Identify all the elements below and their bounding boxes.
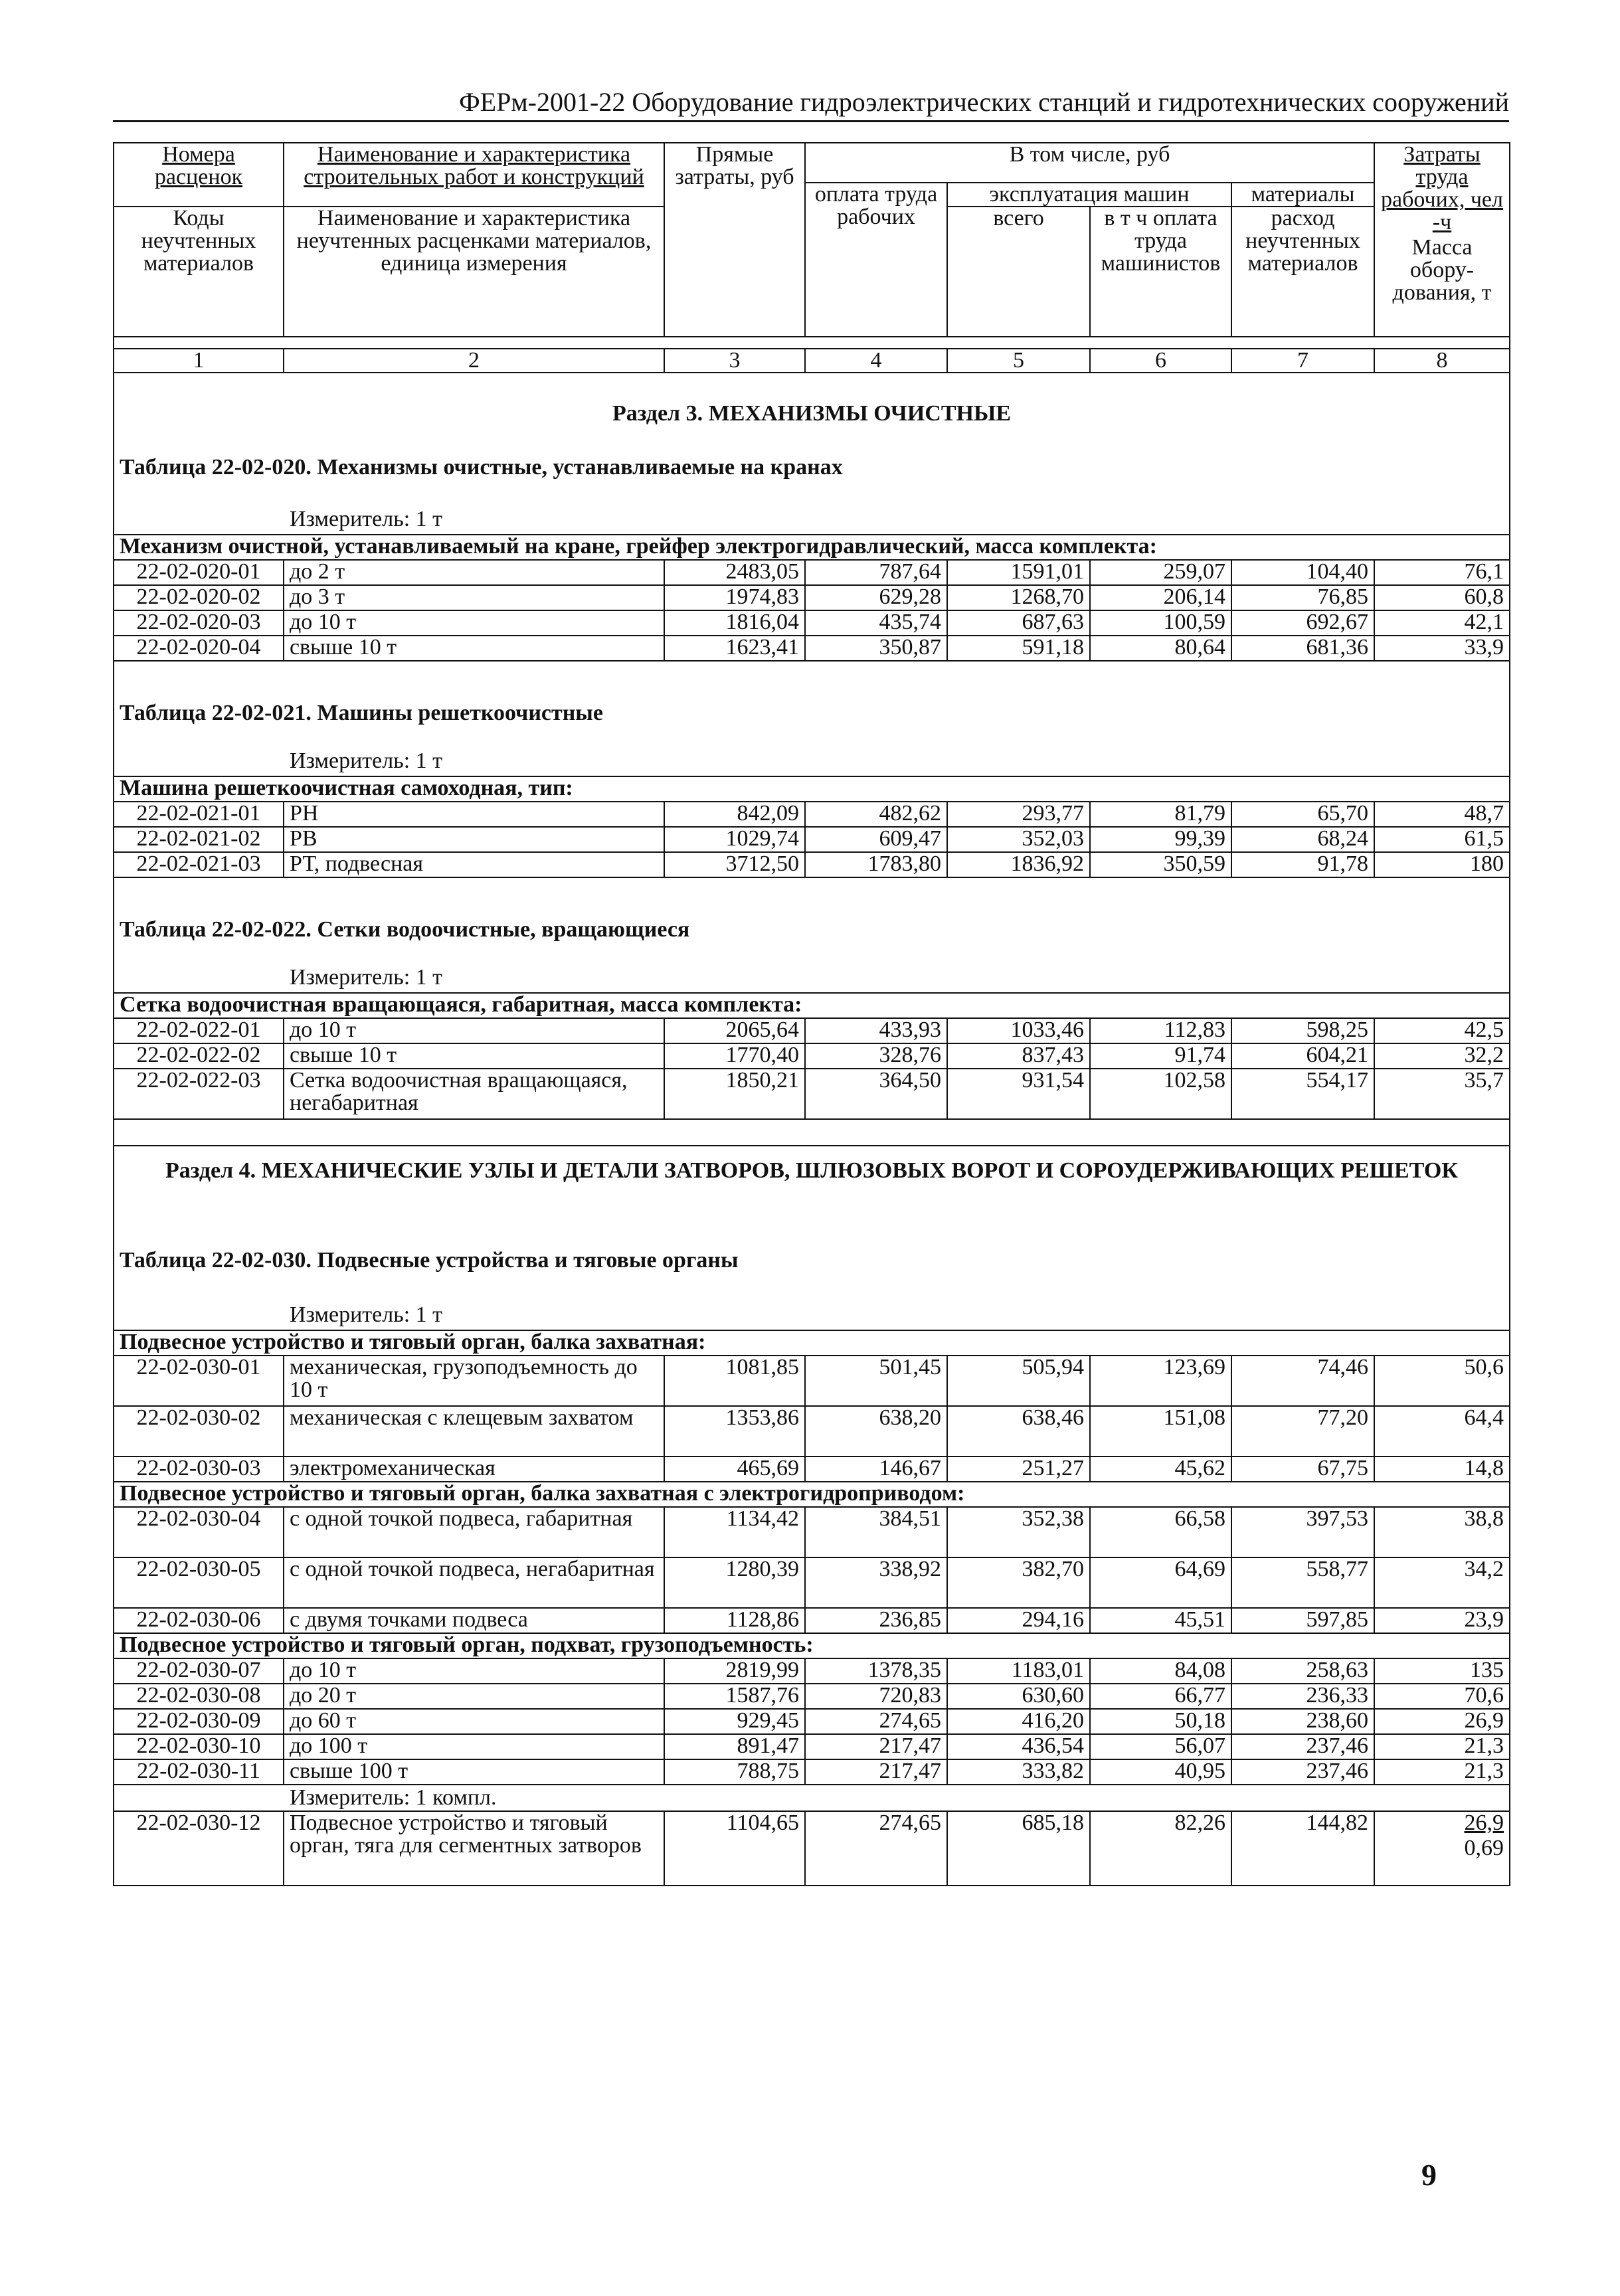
labor-hours: 48,7 bbox=[1374, 802, 1510, 827]
machinist-pay: 80,64 bbox=[1090, 636, 1231, 661]
spacer bbox=[114, 661, 1510, 702]
labor-pay: 638,20 bbox=[805, 1406, 947, 1457]
group-caption: Подвесное устройство и тяговый орган, балка захватная: bbox=[114, 1330, 1510, 1356]
materials-cost: 692,67 bbox=[1231, 610, 1374, 636]
machinist-pay: 91,74 bbox=[1090, 1043, 1231, 1069]
table-title-row bbox=[114, 1249, 1510, 1302]
labor-pay: 482,62 bbox=[805, 802, 947, 827]
column-numbers-row bbox=[114, 349, 1510, 373]
column-number: 3 bbox=[664, 349, 805, 373]
column-number: 8 bbox=[1374, 349, 1510, 373]
machinist-pay: 66,58 bbox=[1090, 1507, 1231, 1557]
machinist-pay: 82,26 bbox=[1090, 1811, 1231, 1886]
col4-header: оплата труда рабочих bbox=[805, 183, 947, 337]
machine-total: 837,43 bbox=[947, 1043, 1090, 1069]
column-number: 4 bbox=[805, 349, 947, 373]
labor-hours: 21,3 bbox=[1374, 1734, 1510, 1759]
rate-code: 22-02-021-02 bbox=[114, 827, 284, 852]
group-row bbox=[114, 1330, 1510, 1356]
work-name: до 10 т bbox=[284, 1658, 664, 1684]
machinist-pay: 151,08 bbox=[1090, 1406, 1231, 1457]
table-row bbox=[114, 1811, 1510, 1886]
machinist-pay: 50,18 bbox=[1090, 1709, 1231, 1734]
machinist-pay: 81,79 bbox=[1090, 802, 1231, 827]
materials-cost: 144,82 bbox=[1231, 1811, 1374, 1886]
exploitation-header: эксплуатация машин bbox=[947, 183, 1231, 207]
machinist-pay: 350,59 bbox=[1090, 852, 1231, 877]
machine-total: 1268,70 bbox=[947, 585, 1090, 610]
work-name: РТ, подвесная bbox=[284, 852, 664, 877]
materials-cost: 238,60 bbox=[1231, 1709, 1374, 1734]
direct-cost: 1134,42 bbox=[664, 1507, 805, 1557]
work-name: с одной точкой подвеса, габаритная bbox=[284, 1507, 664, 1557]
machinist-pay: 45,51 bbox=[1090, 1608, 1231, 1633]
direct-cost: 1029,74 bbox=[664, 827, 805, 852]
page-number: 9 bbox=[1421, 2158, 1437, 2192]
labor-hours: 26,9 bbox=[1464, 1811, 1504, 1835]
materials-cost: 258,63 bbox=[1231, 1658, 1374, 1684]
labor-pay: 629,28 bbox=[805, 585, 947, 610]
machine-total: 591,18 bbox=[947, 636, 1090, 661]
col1-header-bottom: Коды неучтенных материалов bbox=[114, 207, 284, 337]
work-name: свыше 10 т bbox=[284, 1043, 664, 1069]
materials-cost: 237,46 bbox=[1231, 1734, 1374, 1759]
machine-total: 416,20 bbox=[947, 1709, 1090, 1734]
table-row bbox=[114, 636, 1510, 661]
labor-hours: 180 bbox=[1374, 852, 1510, 877]
group-caption: Подвесное устройство и тяговый орган, балка захватная с электрогидроприводом: bbox=[114, 1482, 1510, 1507]
col8-header: Затраты труда рабочих, чел -ч Масса обору-дования, т bbox=[1374, 143, 1510, 337]
machinist-pay: 56,07 bbox=[1090, 1734, 1231, 1759]
labor-hours: 21,3 bbox=[1374, 1759, 1510, 1785]
group-row bbox=[114, 1482, 1510, 1507]
rate-code: 22-02-020-01 bbox=[114, 560, 284, 585]
labor-hours: 64,4 bbox=[1374, 1406, 1510, 1457]
direct-cost: 1081,85 bbox=[664, 1356, 805, 1406]
spacer bbox=[114, 1119, 1510, 1146]
direct-cost: 1850,21 bbox=[664, 1069, 805, 1119]
work-name: до 2 т bbox=[284, 560, 664, 585]
measure-row bbox=[114, 749, 1510, 776]
machinist-pay: 112,83 bbox=[1090, 1018, 1231, 1043]
col5-header: всего bbox=[947, 207, 1090, 337]
work-name: Подвесное устройство и тяговый орган, тяга для сегментных затворов bbox=[284, 1811, 664, 1886]
group-caption: Сетка водоочистная вращающаяся, габаритная, масса комплекта: bbox=[114, 993, 1510, 1018]
machine-total: 294,16 bbox=[947, 1608, 1090, 1633]
table-row bbox=[114, 1043, 1510, 1069]
labor-hours: 76,1 bbox=[1374, 560, 1510, 585]
section-4-heading-row bbox=[114, 1146, 1510, 1249]
table-title: Таблица 22-02-022. Сетки водоочистные, вращающиеся bbox=[114, 919, 1510, 965]
group-header: В том числе, руб bbox=[805, 143, 1374, 183]
column-number: 5 bbox=[947, 349, 1090, 373]
work-name: РВ bbox=[284, 827, 664, 852]
labor-pay: 217,47 bbox=[805, 1759, 947, 1785]
table-row bbox=[114, 1356, 1510, 1406]
materials-cost: 236,33 bbox=[1231, 1684, 1374, 1709]
direct-cost: 3712,50 bbox=[664, 852, 805, 877]
measure-unit bbox=[114, 965, 1510, 993]
work-name: механическая, грузоподъемность до 10 т bbox=[284, 1356, 664, 1406]
machine-total: 638,46 bbox=[947, 1406, 1090, 1457]
direct-cost: 1974,83 bbox=[664, 585, 805, 610]
measure-row bbox=[114, 1302, 1510, 1330]
rate-code: 22-02-021-01 bbox=[114, 802, 284, 827]
labor-hours: 32,2 bbox=[1374, 1043, 1510, 1069]
table-title: Таблица 22-02-020. Механизмы очистные, устанавливаемые на кранах bbox=[114, 456, 1510, 507]
labor-pay: 274,65 bbox=[805, 1811, 947, 1886]
machine-total: 382,70 bbox=[947, 1557, 1090, 1608]
machinist-pay: 102,58 bbox=[1090, 1069, 1231, 1119]
labor-pay: 1783,80 bbox=[805, 852, 947, 877]
rate-code: 22-02-030-12 bbox=[114, 1811, 284, 1886]
machinist-pay: 64,69 bbox=[1090, 1557, 1231, 1608]
measure-text: Измеритель: 1 т bbox=[290, 965, 443, 990]
work-name: до 3 т bbox=[284, 585, 664, 610]
measure-row bbox=[114, 507, 1510, 535]
table-row bbox=[114, 1406, 1510, 1457]
work-name: до 20 т bbox=[284, 1684, 664, 1709]
rate-code: 22-02-030-03 bbox=[114, 1457, 284, 1482]
materials-cost: 597,85 bbox=[1231, 1608, 1374, 1633]
labor-hours: 42,1 bbox=[1374, 610, 1510, 636]
measure-unit bbox=[114, 749, 1510, 776]
column-number: 7 bbox=[1231, 349, 1374, 373]
machine-total: 505,94 bbox=[947, 1356, 1090, 1406]
materials-cost: 77,20 bbox=[1231, 1406, 1374, 1457]
materials-cost: 558,77 bbox=[1231, 1557, 1374, 1608]
rate-code: 22-02-030-11 bbox=[114, 1759, 284, 1785]
work-name: до 60 т bbox=[284, 1709, 664, 1734]
machine-total: 352,03 bbox=[947, 827, 1090, 852]
rate-code: 22-02-022-02 bbox=[114, 1043, 284, 1069]
measure-row bbox=[114, 965, 1510, 993]
materials-cost: 68,24 bbox=[1231, 827, 1374, 852]
rates-table bbox=[113, 142, 1510, 1886]
work-name: РН bbox=[284, 802, 664, 827]
materials-cost: 104,40 bbox=[1231, 560, 1374, 585]
materials-cost: 237,46 bbox=[1231, 1759, 1374, 1785]
work-name: электромеханическая bbox=[284, 1457, 664, 1482]
labor-hours: 60,8 bbox=[1374, 585, 1510, 610]
labor-pay: 328,76 bbox=[805, 1043, 947, 1069]
column-number: 1 bbox=[114, 349, 284, 373]
rate-code: 22-02-030-10 bbox=[114, 1734, 284, 1759]
table-title-row bbox=[114, 919, 1510, 965]
rate-code: 22-02-030-09 bbox=[114, 1709, 284, 1734]
machine-total: 630,60 bbox=[947, 1684, 1090, 1709]
col7-header: расход неучтенных материалов bbox=[1231, 207, 1374, 337]
group-caption: Подвесное устройство и тяговый орган, подхват, грузоподъемность: bbox=[114, 1633, 1510, 1658]
work-name: свыше 100 т bbox=[284, 1759, 664, 1785]
materials-header: материалы bbox=[1231, 183, 1374, 207]
section-3-heading: Раздел 3. МЕХАНИЗМЫ ОЧИСТНЫЕ bbox=[114, 373, 1510, 456]
rate-code: 22-02-030-05 bbox=[114, 1557, 284, 1608]
table-row bbox=[114, 1759, 1510, 1785]
machine-total: 1183,01 bbox=[947, 1658, 1090, 1684]
labor-hours: 135 bbox=[1374, 1658, 1510, 1684]
rate-code: 22-02-030-01 bbox=[114, 1356, 284, 1406]
rate-code: 22-02-030-04 bbox=[114, 1507, 284, 1557]
work-name: механическая с клещевым захватом bbox=[284, 1406, 664, 1457]
column-number: 6 bbox=[1090, 349, 1231, 373]
rate-code: 22-02-030-02 bbox=[114, 1406, 284, 1457]
machinist-pay: 84,08 bbox=[1090, 1658, 1231, 1684]
labor-hours: 23,9 bbox=[1374, 1608, 1510, 1633]
rate-code: 22-02-030-07 bbox=[114, 1658, 284, 1684]
labor-pay: 787,64 bbox=[805, 560, 947, 585]
work-name: с двумя точками подвеса bbox=[284, 1608, 664, 1633]
measure-row bbox=[114, 1785, 1510, 1811]
direct-cost: 1353,86 bbox=[664, 1406, 805, 1457]
labor-hours-and-mass bbox=[1374, 1811, 1510, 1886]
labor-hours: 26,9 bbox=[1374, 1709, 1510, 1734]
table-row bbox=[114, 1608, 1510, 1633]
labor-hours: 34,2 bbox=[1374, 1557, 1510, 1608]
labor-hours: 42,5 bbox=[1374, 1018, 1510, 1043]
materials-cost: 681,36 bbox=[1231, 636, 1374, 661]
column-number: 2 bbox=[284, 349, 664, 373]
direct-cost: 1128,86 bbox=[664, 1608, 805, 1633]
group-row bbox=[114, 776, 1510, 802]
table-row bbox=[114, 1018, 1510, 1043]
measure-text: Измеритель: 1 т bbox=[290, 749, 443, 773]
machine-total: 1591,01 bbox=[947, 560, 1090, 585]
col3-header: Прямые затраты, руб bbox=[664, 143, 805, 337]
measure-text: Измеритель: 1 т bbox=[290, 1302, 443, 1327]
group-row bbox=[114, 1633, 1510, 1658]
measure-unit bbox=[114, 1302, 1510, 1330]
section-3-heading-row bbox=[114, 373, 1510, 456]
labor-hours: 61,5 bbox=[1374, 827, 1510, 852]
spacer bbox=[114, 877, 1510, 919]
section-4-heading: Раздел 4. МЕХАНИЧЕСКИЕ УЗЛЫ И ДЕТАЛИ ЗАТВОРОВ, ШЛЮЗОВЫХ ВОРОТ И СОРОУДЕРЖИВАЮЩИХ РЕШЕТОК bbox=[114, 1146, 1510, 1249]
work-name: свыше 10 т bbox=[284, 636, 664, 661]
direct-cost: 465,69 bbox=[664, 1457, 805, 1482]
labor-pay: 501,45 bbox=[805, 1356, 947, 1406]
header-rule bbox=[113, 120, 1509, 122]
machine-total: 251,27 bbox=[947, 1457, 1090, 1482]
materials-cost: 598,25 bbox=[1231, 1018, 1374, 1043]
group-row bbox=[114, 993, 1510, 1018]
materials-cost: 397,53 bbox=[1231, 1507, 1374, 1557]
machinist-pay: 259,07 bbox=[1090, 560, 1231, 585]
direct-cost: 2819,99 bbox=[664, 1658, 805, 1684]
labor-pay: 433,93 bbox=[805, 1018, 947, 1043]
measure-unit bbox=[114, 507, 1510, 535]
machine-total: 1033,46 bbox=[947, 1018, 1090, 1043]
table-title-row bbox=[114, 702, 1510, 749]
group-row bbox=[114, 535, 1510, 560]
work-name: Сетка водоочистная вращающаяся, негабаритная bbox=[284, 1069, 664, 1119]
direct-cost: 1280,39 bbox=[664, 1557, 805, 1608]
labor-pay: 435,74 bbox=[805, 610, 947, 636]
direct-cost: 788,75 bbox=[664, 1759, 805, 1785]
rate-code: 22-02-020-03 bbox=[114, 610, 284, 636]
work-name: до 100 т bbox=[284, 1734, 664, 1759]
materials-cost: 65,70 bbox=[1231, 802, 1374, 827]
work-name: с одной точкой подвеса, негабаритная bbox=[284, 1557, 664, 1608]
labor-hours: 38,8 bbox=[1374, 1507, 1510, 1557]
table-row bbox=[114, 1069, 1510, 1119]
direct-cost: 842,09 bbox=[664, 802, 805, 827]
labor-pay: 384,51 bbox=[805, 1507, 947, 1557]
table-row bbox=[114, 610, 1510, 636]
work-name: до 10 т bbox=[284, 610, 664, 636]
group-caption: Механизм очистной, устанавливаемый на кране, грейфер электрогидравлический, масса комплекта: bbox=[114, 535, 1510, 560]
labor-hours: 70,6 bbox=[1374, 1684, 1510, 1709]
labor-pay: 274,65 bbox=[805, 1709, 947, 1734]
direct-cost: 1587,76 bbox=[664, 1684, 805, 1709]
labor-pay: 146,67 bbox=[805, 1457, 947, 1482]
machine-total: 931,54 bbox=[947, 1069, 1090, 1119]
machine-total: 293,77 bbox=[947, 802, 1090, 827]
col6-header: в т ч оплата труда машинистов bbox=[1090, 207, 1231, 337]
direct-cost: 2065,64 bbox=[664, 1018, 805, 1043]
rate-code: 22-02-030-08 bbox=[114, 1684, 284, 1709]
machinist-pay: 40,95 bbox=[1090, 1759, 1231, 1785]
table-row bbox=[114, 1709, 1510, 1734]
labor-pay: 364,50 bbox=[805, 1069, 947, 1119]
table-title-row bbox=[114, 456, 1510, 507]
machinist-pay: 206,14 bbox=[1090, 585, 1231, 610]
table-row bbox=[114, 852, 1510, 877]
machinist-pay: 45,62 bbox=[1090, 1457, 1231, 1482]
table-row bbox=[114, 585, 1510, 610]
labor-pay: 350,87 bbox=[805, 636, 947, 661]
table-title: Таблица 22-02-021. Машины решеткоочистные bbox=[114, 702, 1510, 749]
table-row bbox=[114, 827, 1510, 852]
table-row bbox=[114, 560, 1510, 585]
group-caption: Машина решеткоочистная самоходная, тип: bbox=[114, 776, 1510, 802]
machinist-pay: 123,69 bbox=[1090, 1356, 1231, 1406]
table-row bbox=[114, 1684, 1510, 1709]
rate-code: 22-02-022-03 bbox=[114, 1069, 284, 1119]
materials-cost: 74,46 bbox=[1231, 1356, 1374, 1406]
labor-hours: 50,6 bbox=[1374, 1356, 1510, 1406]
direct-cost: 2483,05 bbox=[664, 560, 805, 585]
labor-hours: 14,8 bbox=[1374, 1457, 1510, 1482]
machine-total: 687,63 bbox=[947, 610, 1090, 636]
table-row bbox=[114, 1658, 1510, 1684]
labor-pay: 217,47 bbox=[805, 1734, 947, 1759]
measure-text: Измеритель: 1 т bbox=[290, 507, 443, 531]
labor-pay: 720,83 bbox=[805, 1684, 947, 1709]
direct-cost: 1104,65 bbox=[664, 1811, 805, 1886]
machine-total: 352,38 bbox=[947, 1507, 1090, 1557]
work-name: до 10 т bbox=[284, 1018, 664, 1043]
measure-unit bbox=[114, 1785, 1510, 1811]
labor-hours: 33,9 bbox=[1374, 636, 1510, 661]
rate-code: 22-02-021-03 bbox=[114, 852, 284, 877]
col2-header-bottom: Наименование и характеристика неучтенных расценками материалов, единица измерения bbox=[284, 207, 664, 337]
measure-text: Измеритель: 1 компл. bbox=[290, 1785, 497, 1810]
table-row bbox=[114, 1734, 1510, 1759]
labor-pay: 609,47 bbox=[805, 827, 947, 852]
table-row bbox=[114, 1557, 1510, 1608]
table-row bbox=[114, 1507, 1510, 1557]
machinist-pay: 100,59 bbox=[1090, 610, 1231, 636]
machine-total: 436,54 bbox=[947, 1734, 1090, 1759]
direct-cost: 1770,40 bbox=[664, 1043, 805, 1069]
materials-cost: 554,17 bbox=[1231, 1069, 1374, 1119]
machine-total: 333,82 bbox=[947, 1759, 1090, 1785]
machinist-pay: 99,39 bbox=[1090, 827, 1231, 852]
direct-cost: 1623,41 bbox=[664, 636, 805, 661]
materials-cost: 91,78 bbox=[1231, 852, 1374, 877]
labor-pay: 338,92 bbox=[805, 1557, 947, 1608]
table-title: Таблица 22-02-030. Подвесные устройства и тяговые органы bbox=[114, 1249, 1510, 1302]
col2-header-top: Наименование и характеристика строительных работ и конструкций bbox=[284, 143, 664, 207]
labor-hours: 35,7 bbox=[1374, 1069, 1510, 1119]
rate-code: 22-02-020-02 bbox=[114, 585, 284, 610]
col1-header-top: Номера расценок bbox=[114, 143, 284, 207]
direct-cost: 1816,04 bbox=[664, 610, 805, 636]
rate-code: 22-02-022-01 bbox=[114, 1018, 284, 1043]
machine-total: 1836,92 bbox=[947, 852, 1090, 877]
rate-code: 22-02-030-06 bbox=[114, 1608, 284, 1633]
document-header: ФЕРм-2001-22 Оборудование гидроэлектрических станций и гидротехнических сооружений bbox=[459, 87, 1509, 117]
machinist-pay: 66,77 bbox=[1090, 1684, 1231, 1709]
table-row bbox=[114, 1457, 1510, 1482]
labor-pay: 1378,35 bbox=[805, 1658, 947, 1684]
materials-cost: 67,75 bbox=[1231, 1457, 1374, 1482]
equipment-mass: 0,69 bbox=[1464, 1836, 1504, 1860]
direct-cost: 929,45 bbox=[664, 1709, 805, 1734]
direct-cost: 891,47 bbox=[664, 1734, 805, 1759]
materials-cost: 604,21 bbox=[1231, 1043, 1374, 1069]
machine-total: 685,18 bbox=[947, 1811, 1090, 1886]
table-row bbox=[114, 802, 1510, 827]
labor-pay: 236,85 bbox=[805, 1608, 947, 1633]
rate-code: 22-02-020-04 bbox=[114, 636, 284, 661]
materials-cost: 76,85 bbox=[1231, 585, 1374, 610]
